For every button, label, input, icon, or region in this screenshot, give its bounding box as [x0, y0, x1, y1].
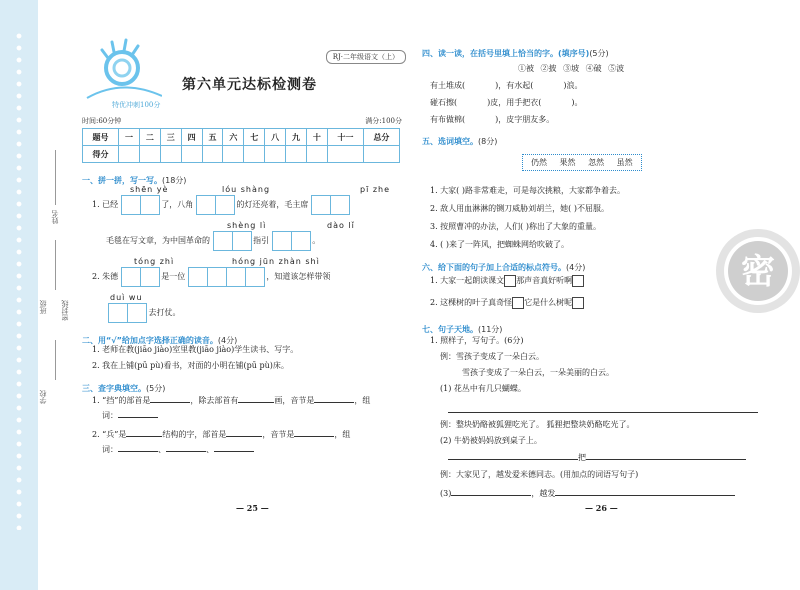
- answer-boxes[interactable]: [188, 267, 264, 287]
- score-value-row: [83, 146, 400, 163]
- score-input-cell[interactable]: [306, 146, 327, 163]
- punctuation-box[interactable]: [572, 275, 584, 287]
- question-text: 2. 我在上铺(pū pù)看书，对面的小明在铺(pū pù)床。: [92, 361, 289, 370]
- punctuation-box[interactable]: [504, 275, 516, 287]
- left-questions: [82, 163, 412, 523]
- section-number: 二、: [82, 336, 98, 345]
- answer-blank[interactable]: [226, 427, 262, 437]
- exam-meta: [82, 116, 402, 126]
- grade-tag: RJ·二年级语文（上）: [326, 50, 406, 64]
- score-header-cell: 七: [244, 129, 265, 146]
- seal-line-area: [40, 150, 70, 450]
- word-bank-text: 仍然 果然 忽然 虽然: [522, 154, 642, 171]
- score-header-cell: 一: [119, 129, 140, 146]
- question-text: )，有水起(: [495, 81, 534, 90]
- example-text: 雪孩子变成了一朵白云，一朵美丽的白云。: [462, 368, 614, 377]
- section-5-title: [422, 136, 497, 147]
- pinyin: dào lǐ: [327, 221, 355, 230]
- question-line: [430, 79, 583, 93]
- question-text: )浪。: [563, 81, 583, 90]
- score-header-row: [83, 129, 400, 146]
- section-points: (11分): [478, 325, 503, 334]
- question-text: 1. 大家( )路非常难走，可是每次挑粮，大家都争着去。: [430, 186, 625, 195]
- page-number: — 26 —: [585, 503, 618, 513]
- score-header-cell: 总分: [363, 129, 399, 146]
- score-label-cell: 得分: [83, 146, 119, 163]
- answer-boxes[interactable]: [213, 231, 251, 251]
- question-text: ，除去部首有: [190, 396, 239, 405]
- score-header-cell: 八: [265, 129, 286, 146]
- section-number: 三、: [82, 384, 98, 393]
- section-6-title: [422, 262, 585, 273]
- score-input-cell[interactable]: [181, 146, 202, 163]
- question-text: ，组: [334, 430, 351, 439]
- score-input-cell[interactable]: [265, 146, 286, 163]
- answer-boxes[interactable]: [121, 267, 159, 287]
- score-input-cell[interactable]: [244, 146, 265, 163]
- slogan: 特优冲刺100分: [112, 101, 161, 109]
- left-page: [82, 38, 412, 558]
- section-heading: 用“√”给加点字选择正确的读音。: [98, 336, 218, 345]
- question-text: 是一位: [161, 272, 186, 281]
- answer-blank[interactable]: [150, 393, 190, 403]
- question-text: 3. 按照曹冲的办法，人们( )称出了大象的重量。: [430, 222, 601, 231]
- example-text: 例：雪孩子变成了一朵白云。: [440, 352, 544, 361]
- question-text: 2. 这棵树的叶子真奇怪: [430, 298, 513, 307]
- score-header-cell: 四: [181, 129, 202, 146]
- pinyin: shèng lì: [227, 221, 267, 230]
- pinyin: lóu shàng: [222, 185, 271, 194]
- score-header-cell: 五: [202, 129, 223, 146]
- section-heading: 查字典填空。: [98, 384, 146, 393]
- score-input-cell[interactable]: [119, 146, 140, 163]
- score-header-cell: 十: [306, 129, 327, 146]
- question-text: 去打仗。: [148, 308, 181, 317]
- punctuation-box[interactable]: [572, 297, 584, 309]
- score-input-cell[interactable]: [327, 146, 363, 163]
- question-text: 有布做棉(: [430, 115, 466, 124]
- score-header-cell: 三: [160, 129, 181, 146]
- section-heading: 拼一拼，写一写。: [98, 176, 162, 185]
- question-line: [430, 296, 584, 310]
- full-score: 满分:100分: [365, 117, 402, 125]
- name-label: 姓名: [51, 210, 59, 224]
- answer-blank[interactable]: [166, 442, 206, 452]
- section-number: 六、: [422, 263, 438, 272]
- binding-holes: [13, 30, 25, 530]
- answer-blank[interactable]: [451, 486, 531, 496]
- section-points: (5分): [146, 384, 166, 393]
- question-text: )。: [571, 98, 583, 107]
- pinyin: hóng jūn zhàn shì: [232, 257, 320, 266]
- question-text: 了，八角: [161, 200, 194, 209]
- question-text: 把: [578, 453, 586, 462]
- question-text: ，音节是: [262, 430, 295, 439]
- question-line: [102, 408, 158, 423]
- seal-line-label: 密封线: [61, 300, 69, 321]
- score-header-cell: 二: [139, 129, 160, 146]
- question-text: 指引: [253, 236, 270, 245]
- question-text: 毛毯在写文章，为中国革命的: [106, 236, 210, 245]
- question-text: 1. 已经: [92, 200, 119, 209]
- answer-blank[interactable]: [118, 408, 158, 418]
- question-text: 1. “挡”的部首是: [92, 396, 151, 405]
- score-input-cell[interactable]: [363, 146, 399, 163]
- binding-strip: [0, 0, 38, 590]
- example-text: 例：大家见了，越发爱米德同志。(用加点的词语写句子): [440, 470, 639, 479]
- score-input-cell[interactable]: [202, 146, 223, 163]
- question-line: [106, 231, 416, 251]
- question-text: 它是什么树呢: [524, 298, 573, 307]
- question-text: ，越发: [531, 489, 556, 498]
- answer-blank[interactable]: [214, 442, 254, 452]
- question-line: [430, 96, 583, 110]
- answer-blank[interactable]: [314, 393, 354, 403]
- question-text: 1. 老师在教(jiāo jiào)室里教(jiāo jiào)学生读书、写字。: [92, 345, 299, 354]
- answer-blank[interactable]: [555, 486, 735, 496]
- question-line: [92, 195, 412, 215]
- question-line: [430, 113, 554, 127]
- punctuation-box[interactable]: [512, 297, 524, 309]
- seal-character: 密: [741, 252, 775, 292]
- question-text: 4. ( )来了一阵风，把蜘蛛网给吹破了。: [430, 240, 569, 249]
- time-limit: 时间:60分钟: [82, 117, 122, 125]
- section-number: 四、: [422, 49, 438, 58]
- page-number: — 25 —: [236, 503, 269, 513]
- school-label: 学校: [39, 390, 47, 404]
- character-options: ①被 ②披 ③坡 ④破 ⑤波: [518, 64, 625, 73]
- answer-boxes[interactable]: [121, 195, 159, 215]
- section-number: 一、: [82, 176, 98, 185]
- answer-blank[interactable]: [126, 427, 162, 437]
- question-text: (3): [440, 489, 452, 498]
- question-line: [92, 393, 412, 408]
- section-points: (4分): [217, 336, 238, 345]
- question-text: 词：: [102, 411, 118, 420]
- seal-line: [55, 240, 56, 290]
- question-text: (2) 牛奶被妈妈放到桌子上。: [440, 436, 542, 445]
- score-header-cell: 六: [223, 129, 244, 146]
- question-text: 2. 朱德: [92, 272, 119, 281]
- pinyin: pī zhe: [360, 185, 391, 194]
- score-header-cell: 题号: [83, 129, 119, 146]
- answer-boxes[interactable]: [311, 195, 349, 215]
- section-number: 五、: [422, 137, 438, 146]
- page-title: 第六单元达标检测卷: [182, 77, 317, 93]
- question-text: 2. “兵”是: [92, 430, 127, 439]
- question-line: [430, 274, 584, 288]
- question-line: 词： 、 、: [102, 442, 254, 457]
- section-heading: 句子天地。: [438, 325, 478, 334]
- pinyin: tóng zhì: [134, 257, 175, 266]
- question-text: 1. 大家一起朗读课文: [430, 276, 505, 285]
- answer-blank[interactable]: [294, 427, 334, 437]
- pinyin: duì wu: [110, 293, 143, 302]
- score-input-cell[interactable]: [139, 146, 160, 163]
- answer-line[interactable]: [448, 412, 758, 413]
- question-text: 有土堆成(: [430, 81, 466, 90]
- question-text: 的灯还亮着，毛主席: [236, 200, 309, 209]
- score-input-cell[interactable]: [286, 146, 307, 163]
- question-text: 结构的字，部首是: [162, 430, 227, 439]
- word-bank: [522, 150, 642, 171]
- question-text: )，皮字朋友多。: [495, 115, 555, 124]
- swirl-logo: [82, 38, 162, 108]
- question-line: [92, 267, 412, 287]
- right-page: [422, 42, 762, 562]
- answer-blank[interactable]: [586, 450, 746, 460]
- score-input-cell[interactable]: [160, 146, 181, 163]
- section-points: (5分): [589, 49, 609, 58]
- score-header-cell: 十一: [327, 129, 363, 146]
- question-text: ，组: [354, 396, 371, 405]
- question-line: [440, 486, 760, 501]
- section-points: (4分): [566, 263, 586, 272]
- question-line: [92, 427, 412, 442]
- answer-blank[interactable]: [118, 442, 158, 452]
- question-text: (1) 花丛中有几只蝴蝶。: [440, 384, 526, 393]
- class-label: 班级: [39, 300, 47, 314]
- seal-stamp-icon: [714, 227, 800, 315]
- question-line: [448, 450, 758, 465]
- section-4-title: [422, 48, 609, 59]
- answer-boxes[interactable]: [108, 303, 146, 323]
- example-text: 例：整块奶酪被狐狸吃光了。 狐狸把整块奶酪吃光了。: [440, 420, 635, 429]
- question-text: 那声音真好听啊: [516, 276, 573, 285]
- question-text: )皮，用手把衣(: [487, 98, 542, 107]
- question-text: 碰石擦(: [430, 98, 458, 107]
- question-text: 2. 敌人用血淋淋的铡刀威胁刘胡兰，她( )不屈服。: [430, 204, 609, 213]
- section-number: 七、: [422, 325, 438, 334]
- pinyin: shēn yè: [130, 185, 169, 194]
- question-text: 词：: [102, 445, 118, 454]
- section-heading: 读一读，在括号里填上恰当的字。(填序号): [438, 49, 590, 58]
- question-text: ，知道该怎样带领: [266, 272, 331, 281]
- seal-line: [55, 340, 56, 380]
- question-text: 1. 照样子，写句子。(6分): [430, 336, 524, 345]
- section-heading: 选词填空。: [438, 137, 478, 146]
- answer-boxes[interactable]: [272, 231, 310, 251]
- score-input-cell[interactable]: [223, 146, 244, 163]
- question-line: [108, 303, 181, 323]
- section-points: (18分): [162, 176, 187, 185]
- section-heading: 给下面的句子加上合适的标点符号。: [438, 263, 566, 272]
- score-header-cell: 九: [286, 129, 307, 146]
- answer-blank[interactable]: [448, 450, 578, 460]
- question-text: 。: [312, 236, 321, 245]
- answer-boxes[interactable]: [196, 195, 234, 215]
- seal-line: [55, 150, 56, 205]
- question-text: 画，音节是: [274, 396, 315, 405]
- score-table: [82, 128, 400, 163]
- answer-blank[interactable]: [238, 393, 274, 403]
- section-points: (8分): [478, 137, 498, 146]
